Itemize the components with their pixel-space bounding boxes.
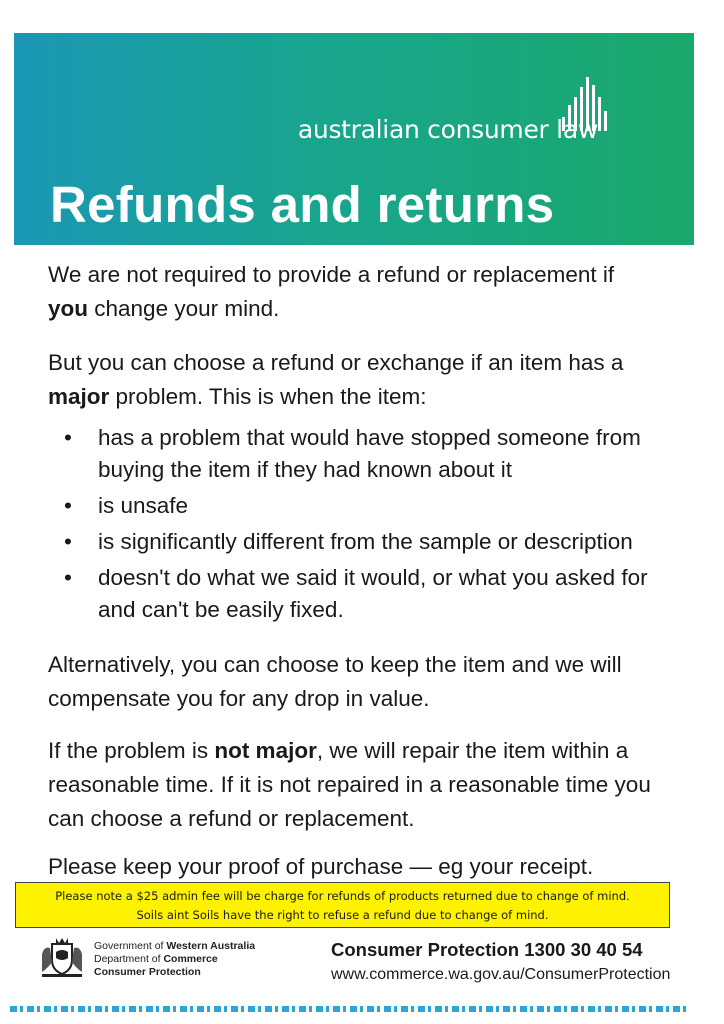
list-item: • is unsafe (48, 490, 668, 522)
paragraph-not-major: If the problem is not major, we will repair the item within a reasonable time. If it is not repaired in a reasonable time you can choose a refund or replacement. (48, 738, 651, 831)
government-logo-block (38, 936, 298, 982)
consumer-protection-url[interactable]: www.commerce.wa.gov.au/ConsumerProtection (331, 966, 671, 983)
paragraph-proof-of-purchase: Please keep your proof of purchase — eg your receipt. (48, 854, 594, 879)
decorative-dash-divider (10, 1006, 690, 1012)
wa-crest-icon (38, 936, 86, 980)
paragraph-no-refund: We are not required to provide a refund or replacement if you change your mind. (48, 262, 615, 321)
brand-name: australian consumer law (297, 115, 598, 144)
list-item: • has a problem that would have stopped someone from buying the item if they had known about it (48, 422, 668, 486)
notice-line-1: Please note a $25 admin fee will be charge for refunds of products returned due to change of mind. (55, 889, 630, 903)
page-title: Refunds and returns (50, 176, 555, 233)
consumer-protection-phone: Consumer Protection 1300 30 40 54 (331, 939, 643, 960)
consumer-protection-contact (331, 938, 681, 986)
paragraph-alternatively: Alternatively, you can choose to keep the item and we will compensate you for any drop in value. (48, 652, 622, 711)
notice-line-2: Soils aint Soils have the right to refuse a refund due to change of mind. (136, 908, 549, 922)
government-name: Government of Western Australia Department of Commerce Consumer Protection (94, 940, 256, 978)
list-item: • doesn't do what we said it would, or what you asked for and can't be easily fixed. (48, 562, 668, 626)
major-problem-list (48, 422, 668, 630)
paragraph-major-problem: But you can choose a refund or exchange if an item has a major problem. This is when the item: (48, 350, 624, 409)
admin-fee-notice (15, 882, 670, 928)
header-banner (14, 33, 694, 245)
list-item: • is significantly different from the sample or description (48, 526, 668, 558)
